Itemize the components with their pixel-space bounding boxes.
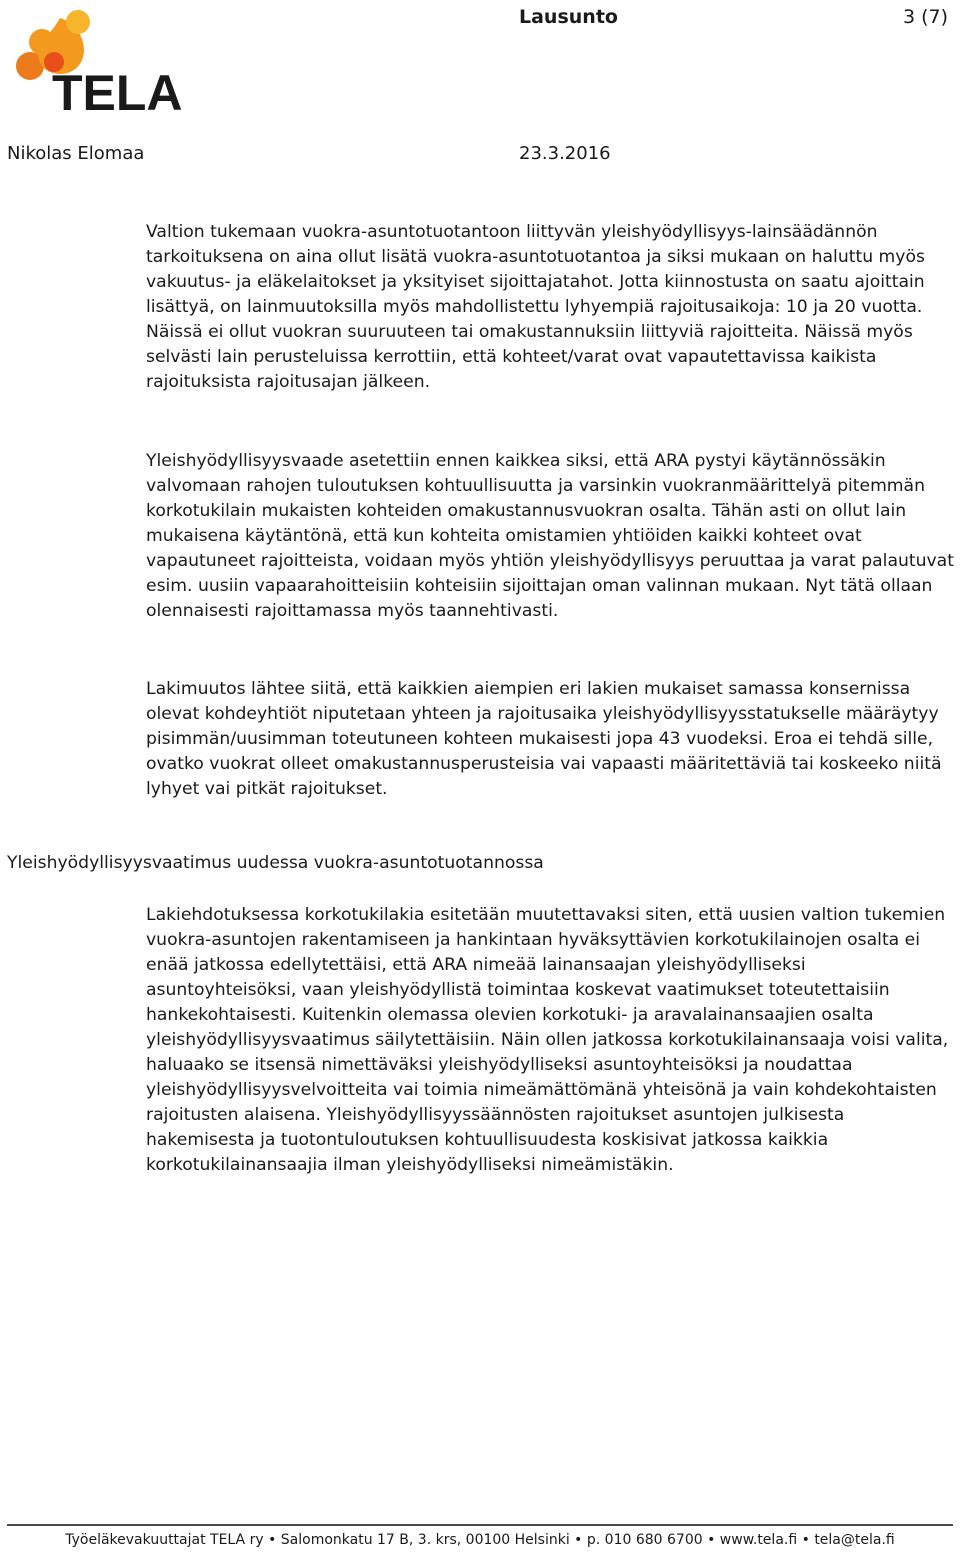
footer-divider xyxy=(7,1524,953,1526)
logo-text: TELA xyxy=(52,65,183,116)
paragraph-2: Yleishyödyllisyysvaade asetettiin ennen kaikkea siksi, että ARA pystyi käytännössäkin valvomaan rahojen tuloutuksen kohtuullisuutta ja varsinkin vuokranmäärittelyä pitemmän korkotukilain mukaisten kohteiden omakustannusvuokran osalta. Tähän asti on ollut lain mukaisena käytäntönä, että kun kohteita omistamien yhtiöiden kaikki kohteet ovat vapautuneet rajoitteista, voidaan myös yhtiön yleishyödyllisyys peruuttaa ja varat palautuvat esim. uusiin vapaarahoitteisiin kohteisiin sijoittajan oman valinnan mukaan. Nyt tätä ollaan olennaisesti rajoittamassa myös taannehtivasti. xyxy=(146,451,954,621)
section-heading: Yleishyödyllisyysvaatimus uudessa vuokra-asuntotuotannossa xyxy=(7,853,544,873)
document-date: 23.3.2016 xyxy=(519,143,611,164)
tela-logo xyxy=(14,8,210,116)
page-number: 3 (7) xyxy=(903,6,949,28)
section-paragraph: Lakiehdotuksessa korkotukilakia esitetään muutettavaksi siten, että uusien valtion tukemien vuokra-asuntojen rakentamiseen ja hankintaan hyväksyttävien korkotukilainojen osalta ei enää jatkossa edellytettäisi, että ARA nimeää lainansaajan yleishyödylliseksi asuntoyhteisöksi, vaan yleishyödyllistä toimintaa koskevat vaatimukset toteutettaisiin hankekohtaisesti. Kuitenkin olemassa olevien korkotuki- ja aravalainansaajien osalta yleishyödyllisyysvaatimus säilytettäisiin. Näin ollen jatkossa korkotukilainansaaja voisi valita, haluaako se itsensä nimettäväksi yleishyödylliseksi asuntoyhteisöksi ja noudattaa yleishyödyllisyysvelvoitteita vai toimia nimeämättömänä yhteisönä ja vain kohdekohtaisten rajoitusten alaisena. Yleishyödyllisyyssäännösten rajoitukset asuntojen julkisesta hakemisesta ja tuotontuloutuksen kohtuullisuudesta koskisivat jatkossa kaikkia korkotukilainansaajia ilman yleishyödylliseksi nimeämistäkin. xyxy=(146,905,949,1175)
author-name: Nikolas Elomaa xyxy=(7,143,145,164)
footer-contact: Työeläkevakuuttajat TELA ry • Salomonkatu 17 B, 3. krs, 00100 Helsinki • p. 010 680 6700 • www.tela.fi • tela@tela.fi xyxy=(65,1532,895,1548)
document-type: Lausunto xyxy=(519,6,618,28)
paragraph-3: Lakimuutos lähtee siitä, että kaikkien aiempien eri lakien mukaiset samassa konsernissa olevat kohdeyhtiöt niputetaan yhteen ja rajoitusaika yleishyödyllisyysstatukselle määräytyy pisimmän/uusimman toteutuneen kohteen mukaisesti jopa 43 vuodeksi. Eroa ei tehdä sille, ovatko vuokrat olleet omakustannusperusteisia vai vapaasti määritettäviä tai koskeeko niitä lyhyet vai pitkät rajoitukset. xyxy=(146,679,942,799)
paragraph-1: Valtion tukemaan vuokra-asuntotuotantoon liittyvän yleishyödyllisyys-lainsäädännön tarkoituksena on aina ollut lisätä vuokra-asuntotuotantoa ja siksi mukaan on haluttu myös vakuutus- ja eläkelaitokset ja yksityiset sijoittajatahot. Jotta kiinnostusta on saatu ajoittain lisättyä, on lainmuutoksilla myös mahdollistettu lyhyempiä rajoitusaikoja: 10 ja 20 vuotta. Näissä ei ollut vuokran suuruuteen tai omakustannuksiin liittyviä rajoitteita. Näissä myös selvästi lain perusteluissa kerrottiin, että kohteet/varat ovat vapautettavissa kaikista rajoituksista rajoitusajan jälkeen. xyxy=(146,222,925,392)
